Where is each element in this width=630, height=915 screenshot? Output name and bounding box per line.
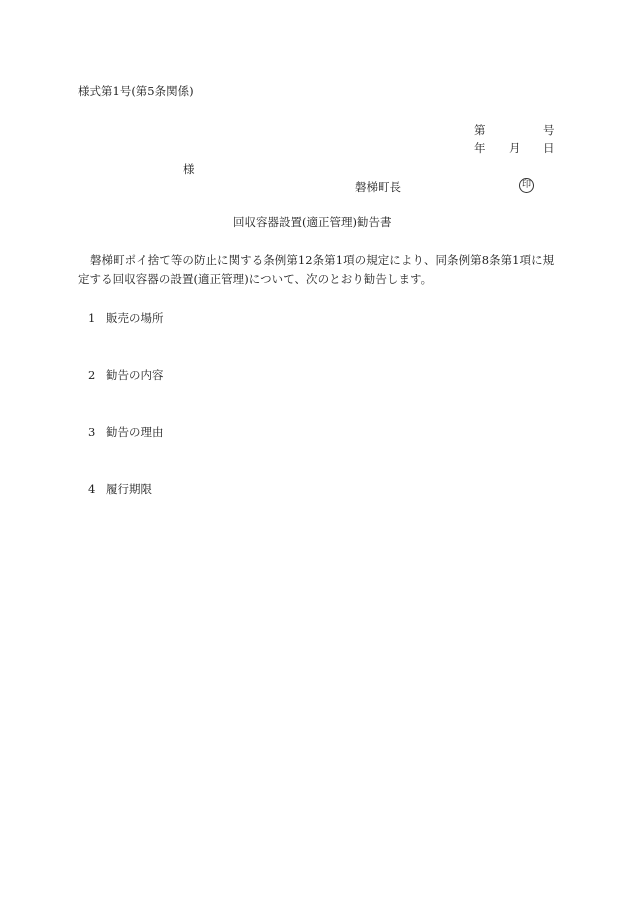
seal-mark: 印 — [519, 178, 534, 193]
document-number-suffix: 号 — [543, 123, 555, 137]
item-number: 1 — [88, 311, 96, 325]
date-day-label: 日 — [543, 141, 555, 155]
item-number: 2 — [88, 368, 96, 382]
item-label: 勧告の理由 — [106, 425, 164, 439]
item-label: 履行期限 — [106, 482, 152, 496]
form-number: 様式第1号(第5条関係) — [78, 84, 194, 98]
body-paragraph: 磐梯町ポイ捨て等の防止に関する条例第12条第1項の規定により、同条例第8条第1項に規定する回収容器の設置(適正管理)について、次のとおり勧告します。 — [78, 253, 555, 286]
date-month-label: 月 — [509, 141, 521, 155]
list-item — [88, 368, 164, 382]
list-item — [88, 425, 164, 439]
item-number: 3 — [88, 425, 96, 439]
date-year-label: 年 — [474, 141, 486, 155]
item-label: 勧告の内容 — [106, 368, 164, 382]
item-label: 販売の場所 — [106, 311, 164, 325]
addressee-honorific: 様 — [183, 162, 195, 176]
list-item — [88, 311, 164, 325]
issuer-name: 磐梯町長 — [355, 180, 401, 194]
list-item — [88, 482, 152, 496]
document-number-prefix: 第 — [474, 123, 486, 137]
document-title: 回収容器設置(適正管理)勧告書 — [233, 215, 392, 229]
item-number: 4 — [88, 482, 96, 496]
